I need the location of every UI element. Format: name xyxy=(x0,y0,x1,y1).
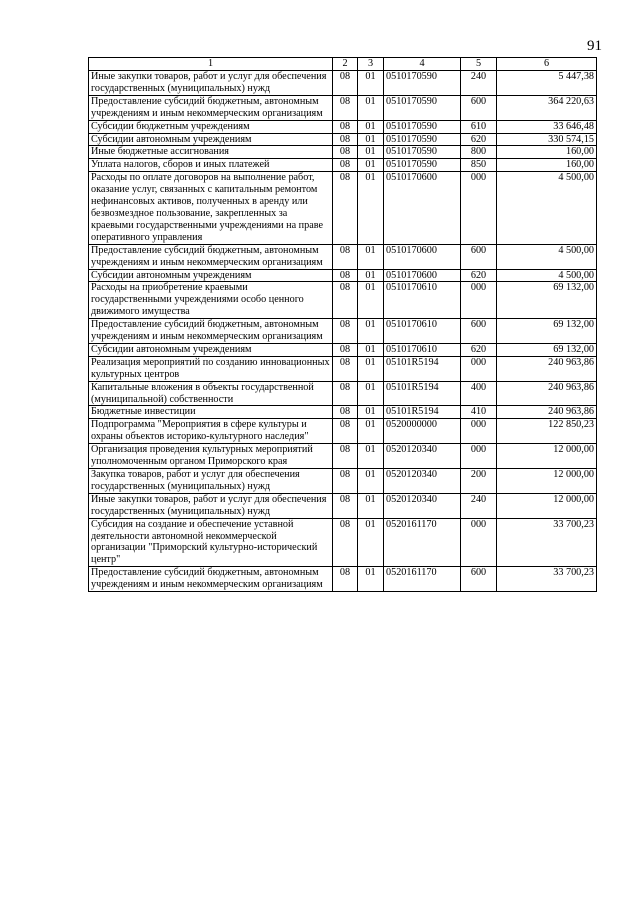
amount-cell: 33 700,23 xyxy=(497,567,597,592)
expense-type-cell: 400 xyxy=(461,381,497,406)
section-code-cell: 08 xyxy=(333,133,358,146)
section-code-cell: 08 xyxy=(333,469,358,494)
subsection-code-cell: 01 xyxy=(358,419,384,444)
table-row xyxy=(89,319,597,344)
subsection-code-cell: 01 xyxy=(358,95,384,120)
amount-cell: 4 500,00 xyxy=(497,244,597,269)
amount-cell: 160,00 xyxy=(497,159,597,172)
section-code-cell: 08 xyxy=(333,343,358,356)
table-row xyxy=(89,567,597,592)
table-row xyxy=(89,493,597,518)
target-article-cell: 0520120340 xyxy=(384,469,461,494)
subsection-code-cell: 01 xyxy=(358,269,384,282)
subsection-code-cell: 01 xyxy=(358,120,384,133)
amount-cell: 12 000,00 xyxy=(497,493,597,518)
column-header-section: 2 xyxy=(333,58,358,71)
table-row xyxy=(89,444,597,469)
expense-type-cell: 000 xyxy=(461,356,497,381)
subsection-code-cell: 01 xyxy=(358,159,384,172)
expense-type-cell: 600 xyxy=(461,95,497,120)
row-name-cell: Предоставление субсидий бюджетным, автономным учреждениям и иным некоммерческим организациям xyxy=(89,567,333,592)
target-article-cell: 0510170600 xyxy=(384,172,461,244)
section-code-cell: 08 xyxy=(333,146,358,159)
row-name-cell: Предоставление субсидий бюджетным, автономным учреждениям и иным некоммерческим организациям xyxy=(89,95,333,120)
section-code-cell: 08 xyxy=(333,120,358,133)
table-row xyxy=(89,146,597,159)
target-article-cell: 0520161170 xyxy=(384,567,461,592)
subsection-code-cell: 01 xyxy=(358,343,384,356)
subsection-code-cell: 01 xyxy=(358,319,384,344)
subsection-code-cell: 01 xyxy=(358,493,384,518)
expense-type-cell: 000 xyxy=(461,419,497,444)
table-header xyxy=(89,58,597,71)
subsection-code-cell: 01 xyxy=(358,282,384,319)
target-article-cell: 0510170590 xyxy=(384,133,461,146)
target-article-cell: 0510170610 xyxy=(384,319,461,344)
target-article-cell: 05101R5194 xyxy=(384,406,461,419)
row-name-cell: Субсидия на создание и обеспечение уставной деятельности автономной некоммерческой организации "Приморский культурно-исторический центр" xyxy=(89,518,333,567)
section-code-cell: 08 xyxy=(333,567,358,592)
column-header-target-article: 4 xyxy=(384,58,461,71)
table-row xyxy=(89,518,597,567)
column-header-amount: 6 xyxy=(497,58,597,71)
row-name-cell: Предоставление субсидий бюджетным, автономным учреждениям и иным некоммерческим организациям xyxy=(89,244,333,269)
amount-cell: 240 963,86 xyxy=(497,356,597,381)
row-name-cell: Иные закупки товаров, работ и услуг для обеспечения государственных (муниципальных) нужд xyxy=(89,71,333,96)
target-article-cell: 0520120340 xyxy=(384,493,461,518)
table-row xyxy=(89,381,597,406)
row-name-cell: Субсидии бюджетным учреждениям xyxy=(89,120,333,133)
table-row xyxy=(89,419,597,444)
subsection-code-cell: 01 xyxy=(358,356,384,381)
subsection-code-cell: 01 xyxy=(358,406,384,419)
expense-type-cell: 850 xyxy=(461,159,497,172)
table-row xyxy=(89,269,597,282)
expense-type-cell: 000 xyxy=(461,172,497,244)
subsection-code-cell: 01 xyxy=(358,469,384,494)
expense-type-cell: 600 xyxy=(461,567,497,592)
amount-cell: 330 574,15 xyxy=(497,133,597,146)
expense-type-cell: 410 xyxy=(461,406,497,419)
subsection-code-cell: 01 xyxy=(358,172,384,244)
table-row xyxy=(89,244,597,269)
subsection-code-cell: 01 xyxy=(358,146,384,159)
section-code-cell: 08 xyxy=(333,406,358,419)
table-row xyxy=(89,343,597,356)
row-name-cell: Бюджетные инвестиции xyxy=(89,406,333,419)
amount-cell: 33 646,48 xyxy=(497,120,597,133)
column-header-subsection: 3 xyxy=(358,58,384,71)
table-row xyxy=(89,71,597,96)
amount-cell: 69 132,00 xyxy=(497,343,597,356)
table-row xyxy=(89,282,597,319)
row-name-cell: Иные бюджетные ассигнования xyxy=(89,146,333,159)
expense-type-cell: 240 xyxy=(461,71,497,96)
row-name-cell: Реализация мероприятий по созданию инновационных культурных центров xyxy=(89,356,333,381)
row-name-cell: Предоставление субсидий бюджетным, автономным учреждениям и иным некоммерческим организациям xyxy=(89,319,333,344)
target-article-cell: 0510170590 xyxy=(384,159,461,172)
table-row xyxy=(89,172,597,244)
target-article-cell: 0510170590 xyxy=(384,146,461,159)
amount-cell: 33 700,23 xyxy=(497,518,597,567)
row-name-cell: Расходы на приобретение краевыми государственными учреждениями особо ценного движимого имущества xyxy=(89,282,333,319)
subsection-code-cell: 01 xyxy=(358,567,384,592)
section-code-cell: 08 xyxy=(333,381,358,406)
amount-cell: 69 132,00 xyxy=(497,282,597,319)
amount-cell: 69 132,00 xyxy=(497,319,597,344)
expense-type-cell: 620 xyxy=(461,133,497,146)
section-code-cell: 08 xyxy=(333,269,358,282)
section-code-cell: 08 xyxy=(333,159,358,172)
subsection-code-cell: 01 xyxy=(358,518,384,567)
row-name-cell: Уплата налогов, сборов и иных платежей xyxy=(89,159,333,172)
section-code-cell: 08 xyxy=(333,444,358,469)
expense-type-cell: 620 xyxy=(461,269,497,282)
target-article-cell: 05101R5194 xyxy=(384,356,461,381)
amount-cell: 160,00 xyxy=(497,146,597,159)
target-article-cell: 0510170590 xyxy=(384,71,461,96)
expense-type-cell: 600 xyxy=(461,244,497,269)
target-article-cell: 0510170590 xyxy=(384,120,461,133)
expense-type-cell: 610 xyxy=(461,120,497,133)
amount-cell: 12 000,00 xyxy=(497,469,597,494)
expense-type-cell: 600 xyxy=(461,319,497,344)
row-name-cell: Подпрограмма "Мероприятия в сфере культуры и охраны объектов историко-культурного наследия" xyxy=(89,419,333,444)
expense-type-cell: 000 xyxy=(461,282,497,319)
page-number: 91 xyxy=(587,38,602,54)
expense-type-cell: 000 xyxy=(461,444,497,469)
section-code-cell: 08 xyxy=(333,95,358,120)
table-row xyxy=(89,356,597,381)
target-article-cell: 0510170610 xyxy=(384,343,461,356)
expense-type-cell: 240 xyxy=(461,493,497,518)
section-code-cell: 08 xyxy=(333,282,358,319)
section-code-cell: 08 xyxy=(333,71,358,96)
table-body xyxy=(89,71,597,592)
target-article-cell: 0510170600 xyxy=(384,269,461,282)
amount-cell: 122 850,23 xyxy=(497,419,597,444)
row-name-cell: Расходы по оплате договоров на выполнение работ, оказание услуг, связанных с капитальным ремонтом нефинансовых активов, полученных в аренду или безвозмездное пользование, закрепленных за краевыми государственными учреждениями на праве оперативного управления xyxy=(89,172,333,244)
table-row xyxy=(89,95,597,120)
section-code-cell: 08 xyxy=(333,356,358,381)
amount-cell: 12 000,00 xyxy=(497,444,597,469)
amount-cell: 364 220,63 xyxy=(497,95,597,120)
table-row xyxy=(89,120,597,133)
section-code-cell: 08 xyxy=(333,518,358,567)
target-article-cell: 0520161170 xyxy=(384,518,461,567)
section-code-cell: 08 xyxy=(333,172,358,244)
expense-type-cell: 000 xyxy=(461,518,497,567)
section-code-cell: 08 xyxy=(333,319,358,344)
budget-table xyxy=(88,57,597,592)
subsection-code-cell: 01 xyxy=(358,71,384,96)
table-row xyxy=(89,159,597,172)
target-article-cell: 0520000000 xyxy=(384,419,461,444)
subsection-code-cell: 01 xyxy=(358,244,384,269)
row-name-cell: Капитальные вложения в объекты государственной (муниципальной) собственности xyxy=(89,381,333,406)
subsection-code-cell: 01 xyxy=(358,133,384,146)
table-row xyxy=(89,133,597,146)
row-name-cell: Иные закупки товаров, работ и услуг для обеспечения государственных (муниципальных) нужд xyxy=(89,493,333,518)
column-header-expense-type: 5 xyxy=(461,58,497,71)
section-code-cell: 08 xyxy=(333,244,358,269)
table-row xyxy=(89,406,597,419)
amount-cell: 4 500,00 xyxy=(497,172,597,244)
column-header-name: 1 xyxy=(89,58,333,71)
section-code-cell: 08 xyxy=(333,419,358,444)
amount-cell: 4 500,00 xyxy=(497,269,597,282)
row-name-cell: Субсидии автономным учреждениям xyxy=(89,133,333,146)
row-name-cell: Субсидии автономным учреждениям xyxy=(89,269,333,282)
amount-cell: 5 447,38 xyxy=(497,71,597,96)
expense-type-cell: 800 xyxy=(461,146,497,159)
amount-cell: 240 963,86 xyxy=(497,381,597,406)
section-code-cell: 08 xyxy=(333,493,358,518)
subsection-code-cell: 01 xyxy=(358,444,384,469)
target-article-cell: 0510170610 xyxy=(384,282,461,319)
target-article-cell: 0510170590 xyxy=(384,95,461,120)
row-name-cell: Организация проведения культурных мероприятий уполномоченным органом Приморского края xyxy=(89,444,333,469)
table-row xyxy=(89,469,597,494)
expense-type-cell: 200 xyxy=(461,469,497,494)
amount-cell: 240 963,86 xyxy=(497,406,597,419)
subsection-code-cell: 01 xyxy=(358,381,384,406)
target-article-cell: 05101R5194 xyxy=(384,381,461,406)
target-article-cell: 0520120340 xyxy=(384,444,461,469)
expense-type-cell: 620 xyxy=(461,343,497,356)
row-name-cell: Закупка товаров, работ и услуг для обеспечения государственных (муниципальных) нужд xyxy=(89,469,333,494)
target-article-cell: 0510170600 xyxy=(384,244,461,269)
row-name-cell: Субсидии автономным учреждениям xyxy=(89,343,333,356)
